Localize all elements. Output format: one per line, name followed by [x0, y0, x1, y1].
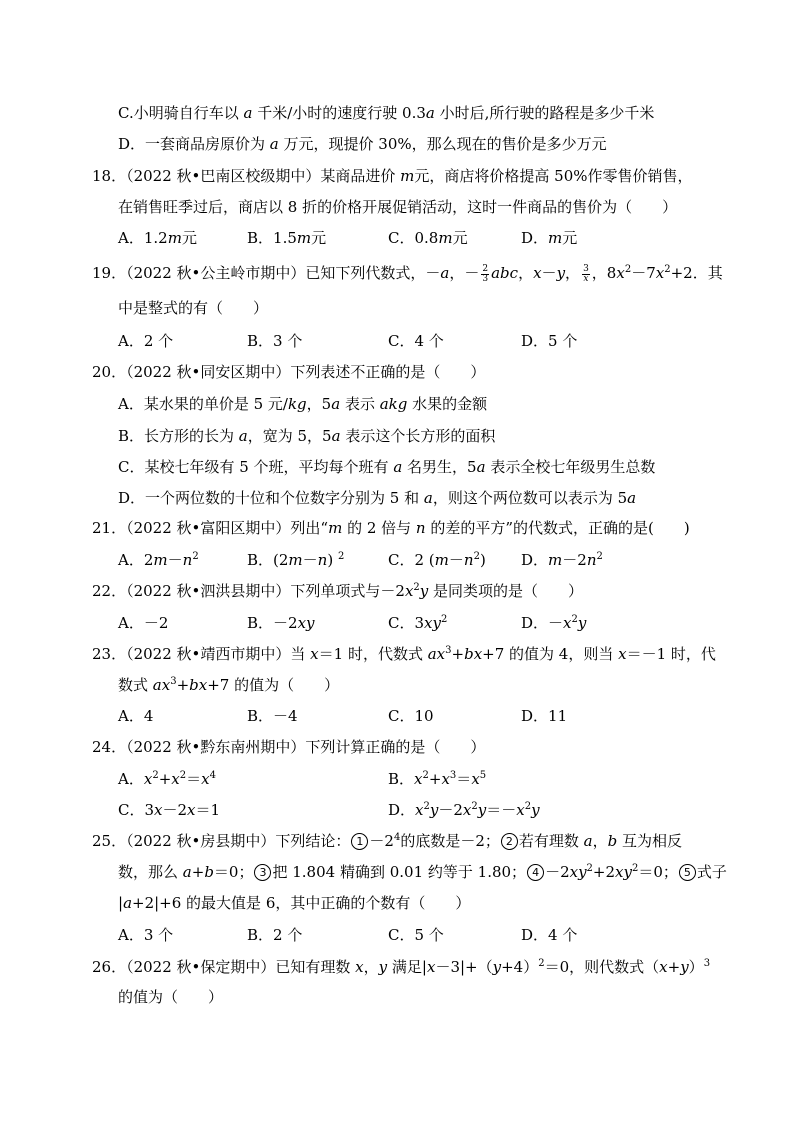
- q24-option-b: B．$x^2+x^3=x^5$: [388, 770, 487, 788]
- q20-stem: 20．（2022 秋•同安区期中）下列表述不正确的是（ ）: [92, 363, 486, 381]
- q24-stem: 24．（2022 秋•黔东南州期中）下列计算正确的是（ ）: [92, 738, 486, 756]
- q22-option-b: B．－2xy: [247, 614, 315, 632]
- circled-number-2: 2: [501, 833, 518, 850]
- q25-stem-line2: 数，那么 a+b＝0； 3 把 1.804 精确到 0.01 约等于 1.80； $4 -2xy^2+2xy^2=0$； 5 式子: [118, 863, 727, 881]
- q24-option-c: C．3x－2x＝1: [118, 801, 221, 819]
- question-source: （2022 秋•黔东南州期中）: [126, 738, 306, 756]
- q24-option-d: D．$x^2y-2x^2y=-x^2y$: [388, 801, 540, 819]
- q22-option-d: D．$-x^2y$: [521, 614, 587, 632]
- q25-option-c: C．5 个: [388, 926, 444, 944]
- circled-number-3: 3: [254, 864, 271, 881]
- question-number: 24．: [92, 738, 127, 756]
- q20-option-c: C．某校七年级有 5 个班，平均每个班有 a 名男生，5a 表示全校七年级男生总数: [118, 458, 656, 476]
- question-source: （2022 秋•巴南区校级期中）: [126, 167, 321, 185]
- q21-option-d: D．$m-2n^2$: [521, 551, 603, 569]
- q23-option-a: A．4: [118, 707, 154, 725]
- question-source: （2022 秋•同安区期中）: [126, 363, 291, 381]
- q19-stem-line1: 19．（2022 秋•公主岭市期中）已知下列代数式，－a，－ $\frac{2}{3}$ abc，x－y， $\frac{3}{x}$ ，$8x^2-7x^2+2$．其: [92, 263, 723, 284]
- q25-option-d: D．4 个: [521, 926, 578, 944]
- q21-option-c: C．2 $(m-n^2)$: [388, 551, 486, 569]
- circled-number-5: 5: [679, 864, 696, 881]
- q19-option-c: C．4 个: [388, 332, 444, 350]
- question-source: （2022 秋•富阳区期中）: [126, 519, 291, 537]
- question-source: （2022 秋•靖西市期中）: [126, 645, 291, 663]
- question-number: 18．: [92, 167, 127, 185]
- q21-option-a: A．$2m-n^2$: [118, 551, 199, 569]
- q18-option-a: A．1.2m元: [118, 229, 197, 247]
- q20-option-d: D．一个两位数的十位和个位数字分别为 5 和 a，则这个两位数可以表示为 5a: [118, 489, 637, 507]
- q21-option-b: B．(2m－n) $^2$: [247, 551, 345, 569]
- question-number: 26．: [92, 958, 127, 976]
- q18-option-c: C．0.8m元: [388, 229, 468, 247]
- q20-option-b: B．长方形的长为 a，宽为 5，5a 表示这个长方形的面积: [118, 427, 496, 445]
- q23-option-b: B．－4: [247, 707, 298, 725]
- q26-stem-line2: 的值为（ ）: [118, 988, 224, 1006]
- q25-stem-line1: 25．（2022 秋•房县期中）下列结论： $1 -2^4$的底数是－2； 2 若有理数 a，b 互为相反: [92, 832, 683, 850]
- q25-option-b: B．2 个: [247, 926, 303, 944]
- q22-stem: 22．（2022 秋•泗洪县期中）下列单项式与$-2x^2y$ 是同类项的是（ ）: [92, 582, 584, 600]
- question-source: （2022 秋•泗洪县期中）: [126, 582, 291, 600]
- q23-option-d: D．11: [521, 707, 568, 725]
- q19-option-b: B．3 个: [247, 332, 303, 350]
- question-number: 20．: [92, 363, 127, 381]
- q19-stem-line2: 中是整式的有（ ）: [118, 299, 269, 317]
- question-number: 25．: [92, 832, 127, 850]
- q18-option-d: D．m元: [521, 229, 578, 247]
- question-source: （2022 秋•公主岭市期中）: [126, 264, 306, 282]
- q24-option-a: A．$x^2+x^2=x^4$: [118, 770, 216, 788]
- q18-stem-line2: 在销售旺季过后，商店以 8 折的价格开展促销活动，这时一件商品的售价为（ ）: [118, 198, 678, 216]
- q23-stem-line1: 23．（2022 秋•靖西市期中）当 x＝1 时，代数式 $ax^3+bx+7$ 的值为 4，则当 x＝－1 时，代: [92, 645, 716, 663]
- question-number: 22．: [92, 582, 127, 600]
- q18-option-b: B．1.5m元: [247, 229, 327, 247]
- q25-stem-line3: |a+2|+6 的最大值是 6，其中正确的个数有（ ）: [118, 894, 471, 912]
- q20-option-a: A．某水果的单价是 5 元/kg，5a 表示 akg 水果的金额: [118, 395, 488, 413]
- circled-number-1: 1: [351, 833, 368, 850]
- question-number: 23．: [92, 645, 127, 663]
- q17-option-c: C.小明骑自行车以 a 千米/小时的速度行驶 0.3a 小时后,所行驶的路程是多少千米: [118, 104, 655, 122]
- q23-option-c: C．10: [388, 707, 434, 725]
- q17-option-d: D．一套商品房原价为 a 万元，现提价 30%，那么现在的售价是多少万元: [118, 135, 607, 153]
- q18-stem-line1: 18．（2022 秋•巴南区校级期中）某商品进价 m元，商店将价格提高 50%作零售价销售，: [92, 167, 693, 185]
- question-number: 19．: [92, 264, 127, 282]
- fraction: $\frac{2}{3}$: [482, 263, 489, 284]
- circled-number-4: 4: [527, 864, 544, 881]
- q22-option-c: C．$3xy^2$: [388, 614, 448, 632]
- q25-option-a: A．3 个: [118, 926, 174, 944]
- q26-stem-line1: 26．（2022 秋•保定期中）已知有理数 x，y 满足$|x-3|+(y+4)^2=0$，则代数式$(x+y)^3$: [92, 958, 711, 976]
- q23-stem-line2: 数式 $ax^3+bx+7$ 的值为（ ）: [118, 676, 340, 694]
- q19-option-a: A．2 个: [118, 332, 174, 350]
- question-source: （2022 秋•保定期中）: [126, 958, 276, 976]
- q19-option-d: D．5 个: [521, 332, 578, 350]
- q22-option-a: A．－2: [118, 614, 169, 632]
- question-source: （2022 秋•房县期中）: [126, 832, 276, 850]
- q21-stem: 21．（2022 秋•富阳区期中）列出“m 的 2 倍与 n 的差的平方”的代数式，正确的是( ): [92, 519, 690, 537]
- fraction: $\frac{3}{x}$: [583, 263, 589, 284]
- question-number: 21．: [92, 519, 127, 537]
